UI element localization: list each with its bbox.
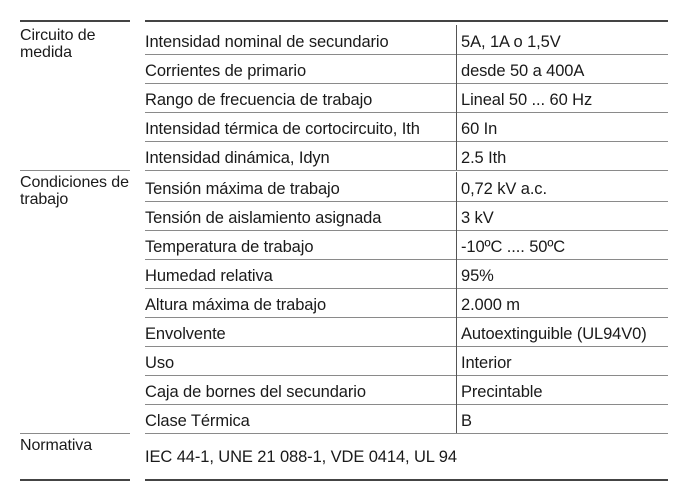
row-divider <box>145 230 668 231</box>
row-label: Temperatura de trabajo <box>145 238 314 256</box>
category-divider <box>20 170 130 171</box>
section-category: Condiciones de trabajo <box>20 174 129 208</box>
row-value: -10ºC .... 50ºC <box>461 238 566 256</box>
row-value: 95% <box>461 267 494 285</box>
row-divider <box>145 259 668 260</box>
row-label: Intensidad dinámica, Idyn <box>145 149 330 167</box>
row-divider <box>145 141 668 142</box>
row-value: Autoextinguible (UL94V0) <box>461 325 647 343</box>
column-divider <box>456 172 457 433</box>
row-value: Precintable <box>461 383 543 401</box>
row-divider <box>145 54 668 55</box>
row-value: 2.5 Ith <box>461 149 507 167</box>
top-rule-table <box>145 20 668 22</box>
row-label: Uso <box>145 354 175 372</box>
bottom-rule-table <box>145 479 668 481</box>
row-label: Rango de frecuencia de trabajo <box>145 91 373 109</box>
normativa-text: IEC 44-1, UNE 21 088-1, VDE 0414, UL 94 <box>145 448 457 466</box>
column-divider <box>456 25 457 170</box>
row-label: Tensión máxima de trabajo <box>145 180 340 198</box>
row-label: Tensión de aislamiento asignada <box>145 209 382 227</box>
row-label: Clase Térmica <box>145 412 250 430</box>
row-divider <box>145 404 668 405</box>
row-divider <box>145 83 668 84</box>
row-divider <box>145 317 668 318</box>
row-divider <box>145 346 668 347</box>
row-label: Humedad relativa <box>145 267 273 285</box>
row-value: 0,72 kV a.c. <box>461 180 547 198</box>
section-divider <box>145 170 668 171</box>
row-label: Intensidad térmica de cortocircuito, Ith <box>145 120 420 138</box>
row-label: Envolvente <box>145 325 226 343</box>
row-value: 60 In <box>461 120 498 138</box>
row-value: 2.000 m <box>461 296 520 314</box>
row-label: Altura máxima de trabajo <box>145 296 327 314</box>
row-divider <box>145 288 668 289</box>
row-value: desde 50 a 400A <box>461 62 585 80</box>
row-divider <box>145 112 668 113</box>
section-category: Normativa <box>20 437 93 454</box>
row-label: Intensidad nominal de secundario <box>145 33 389 51</box>
top-rule-category <box>20 20 130 22</box>
category-divider <box>20 433 130 434</box>
row-value: 3 kV <box>461 209 494 227</box>
bottom-rule-category <box>20 479 130 481</box>
section-category: Circuito de medida <box>20 27 96 61</box>
row-value: Lineal 50 ... 60 Hz <box>461 91 593 109</box>
row-divider <box>145 201 668 202</box>
row-label: Caja de bornes del secundario <box>145 383 366 401</box>
row-value: Interior <box>461 354 512 372</box>
row-value: B <box>461 412 472 430</box>
row-label: Corrientes de primario <box>145 62 307 80</box>
row-value: 5A, 1A o 1,5V <box>461 33 561 51</box>
row-divider <box>145 375 668 376</box>
section-divider <box>145 433 668 434</box>
